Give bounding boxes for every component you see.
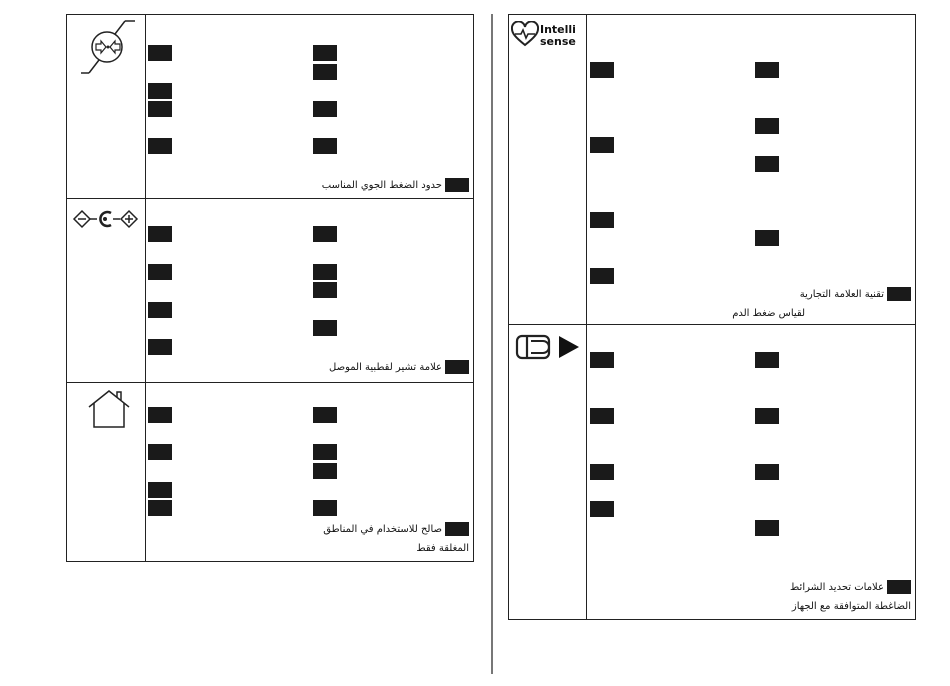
right-symbol-table [508, 14, 916, 620]
redacted-value [313, 264, 337, 280]
redacted-value [590, 137, 614, 153]
redacted-value [755, 230, 779, 246]
symbol-caption: صالح للاستخدام في المناطق [323, 522, 469, 537]
icon-cell [509, 325, 587, 619]
redacted-value [148, 264, 172, 280]
brand-sense: sense [540, 35, 576, 48]
symbol-row-polarity [67, 199, 473, 383]
redacted-value [313, 444, 337, 460]
redacted-value [590, 501, 614, 517]
symbol-row-pressure [67, 15, 473, 199]
redacted-value [590, 268, 614, 284]
redacted-value [313, 138, 337, 154]
redacted-value [887, 580, 911, 594]
intellisense-heart-icon [511, 21, 539, 47]
redacted-value [148, 444, 172, 460]
redacted-value [148, 407, 172, 423]
symbol-row-cuff [509, 325, 915, 619]
brand-intelli: Intelli [540, 23, 576, 36]
symbol-caption-line2: المغلقة فقط [416, 543, 469, 554]
icon-cell [509, 15, 587, 324]
redacted-value [148, 138, 172, 154]
connector-polarity-icon [71, 207, 141, 231]
symbol-caption-line2: لقياس ضغط الدم [732, 308, 805, 319]
pressure-limits-icon [79, 19, 139, 75]
cuff-arrow-icon [515, 333, 581, 361]
redacted-value [148, 101, 172, 117]
redacted-value [313, 407, 337, 423]
redacted-value [590, 62, 614, 78]
redacted-value [148, 302, 172, 318]
redacted-value [313, 226, 337, 242]
redacted-value [755, 520, 779, 536]
redacted-value [755, 118, 779, 134]
redacted-value [445, 360, 469, 374]
redacted-value [148, 45, 172, 61]
icon-cell [67, 383, 146, 561]
symbol-row-indoor [67, 383, 473, 561]
symbol-caption: علامة تشير لقطبية الموصل [329, 360, 469, 375]
redacted-value [445, 178, 469, 192]
symbol-caption: تقنية العلامة التجارية [800, 287, 911, 302]
redacted-value [148, 482, 172, 498]
redacted-value [313, 64, 337, 80]
redacted-value [148, 500, 172, 516]
icon-cell [67, 199, 146, 382]
redacted-value [755, 62, 779, 78]
icon-cell [67, 15, 146, 198]
redacted-value [590, 408, 614, 424]
redacted-value [755, 352, 779, 368]
redacted-value [887, 287, 911, 301]
redacted-value [755, 464, 779, 480]
redacted-value [755, 408, 779, 424]
redacted-value [148, 339, 172, 355]
redacted-value [590, 352, 614, 368]
symbol-caption-line2: الضاغطة المتوافقة مع الجهاز [791, 601, 911, 612]
redacted-value [313, 45, 337, 61]
symbol-caption: حدود الضغط الجوي المناسب [322, 178, 469, 193]
symbol-caption: علامات تحديد الشرائط [790, 580, 911, 595]
symbol-row-intellisense [509, 15, 915, 325]
redacted-value [313, 101, 337, 117]
redacted-value [313, 320, 337, 336]
redacted-value [445, 522, 469, 536]
redacted-value [590, 212, 614, 228]
redacted-value [148, 226, 172, 242]
redacted-value [590, 464, 614, 480]
indoor-house-icon [85, 389, 133, 429]
redacted-value [148, 83, 172, 99]
redacted-value [313, 463, 337, 479]
left-symbol-table [66, 14, 474, 562]
redacted-value [313, 500, 337, 516]
redacted-value [755, 156, 779, 172]
page-divider [491, 14, 493, 674]
redacted-value [313, 282, 337, 298]
